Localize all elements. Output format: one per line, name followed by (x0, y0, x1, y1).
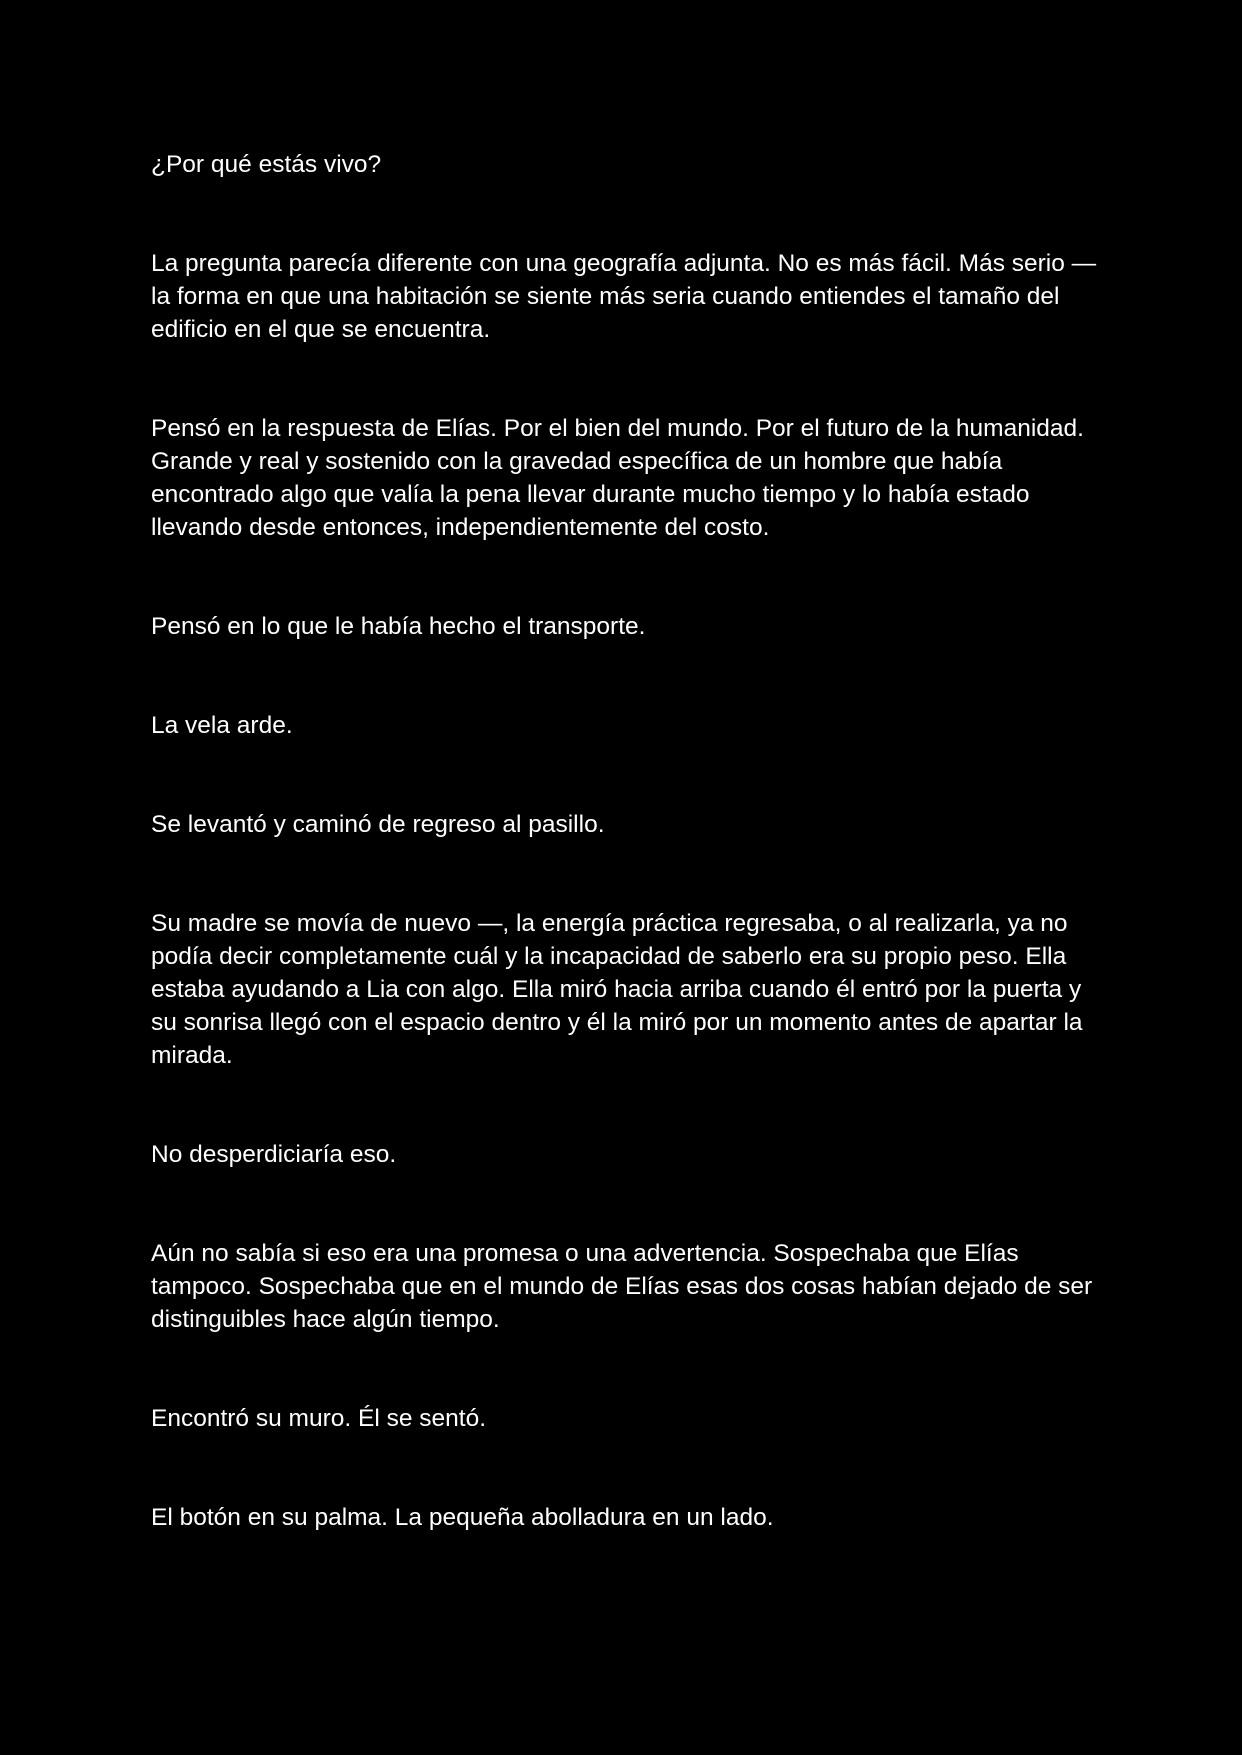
paragraph: La vela arde. (151, 712, 293, 739)
paragraph: Su madre se movía de nuevo —, la energía práctica regresaba, o al realizarla, ya no podía decir completamente cuál y la incapacidad de saberlo era su propio peso. Ella estaba ayudando a Lia con algo. Ella miró hacia arriba cuando él entró por la puerta y su sonrisa llegó con el espacio dentro y él la miró por un momento antes de apartar la mirada. (151, 910, 1083, 1069)
body-text (151, 148, 1101, 1534)
paragraph: Pensó en la respuesta de Elías. Por el bien del mundo. Por el futuro de la humanidad. Grande y real y sostenido con la gravedad específica de un hombre que había encontrado algo que valía la pena llevar durante mucho tiempo y lo había estado llevando desde entonces, independientemente del costo. (151, 415, 1084, 541)
paragraph: El botón en su palma. La pequeña abolladura en un lado. (151, 1504, 774, 1531)
paragraph: No desperdiciaría eso. (151, 1141, 397, 1168)
paragraph: Encontró su muro. Él se sentó. (151, 1405, 486, 1432)
paragraph: Aún no sabía si eso era una promesa o una advertencia. Sospechaba que Elías tampoco. Sospechaba que en el mundo de Elías esas dos cosas habían dejado de ser distinguibles hace algún tiempo. (151, 1240, 1093, 1333)
paragraph: ¿Por qué estás vivo? (151, 151, 382, 178)
paragraph: Pensó en lo que le había hecho el transporte. (151, 613, 646, 640)
paragraph: La pregunta parecía diferente con una geografía adjunta. No es más fácil. Más serio — la forma en que una habitación se siente más seria cuando entiendes el tamaño del edificio en el que se encuentra. (151, 250, 1097, 343)
paragraph: Se levantó y caminó de regreso al pasillo. (151, 811, 605, 838)
